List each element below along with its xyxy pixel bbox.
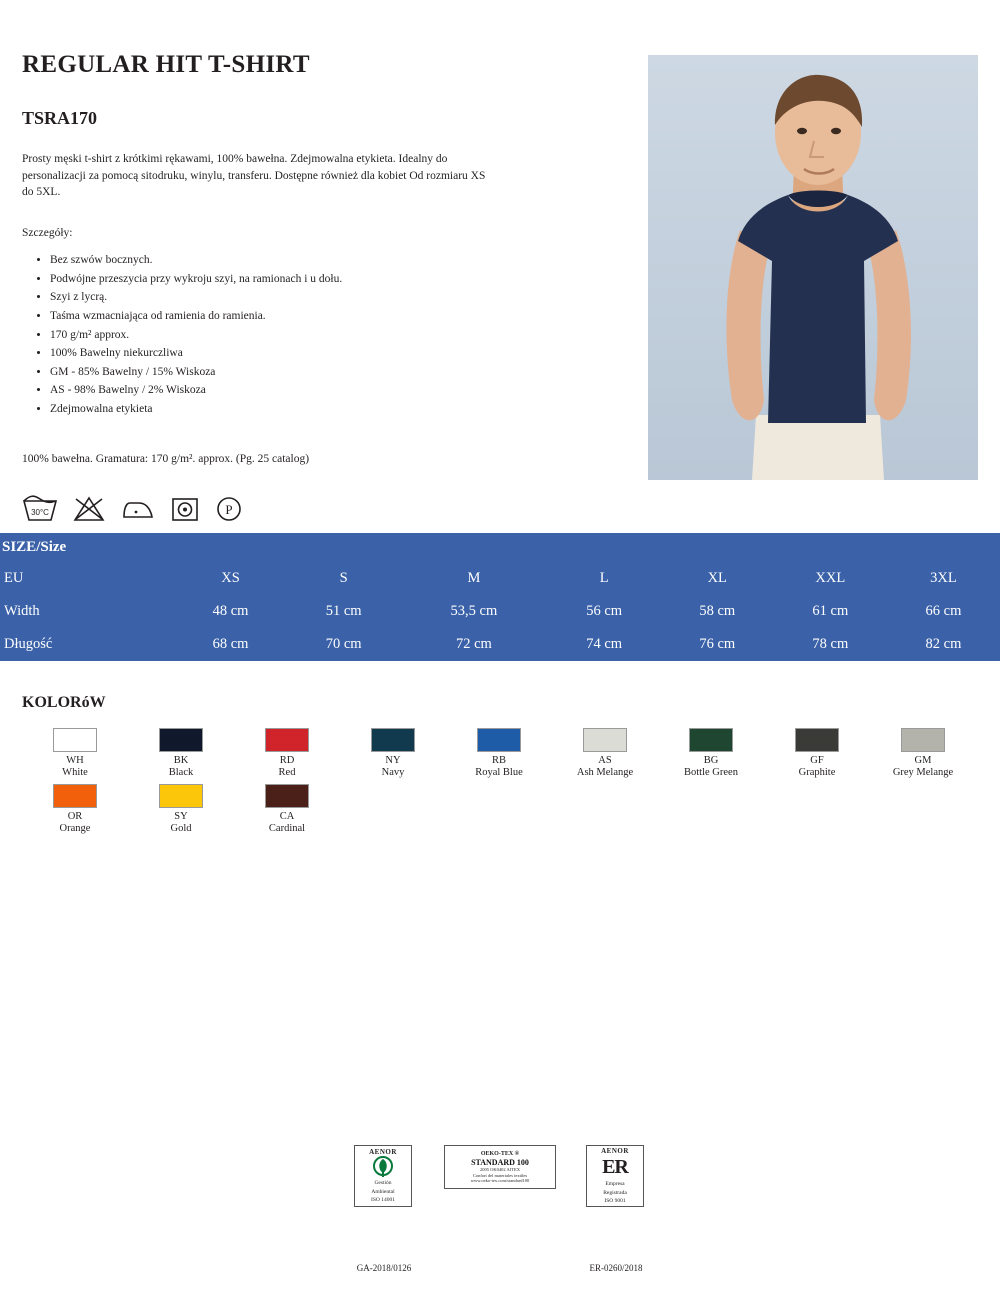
swatch-chip bbox=[159, 728, 203, 752]
iron-low-icon bbox=[120, 493, 156, 523]
colors-title: KOLORóW bbox=[22, 694, 106, 711]
table-cell: 51 cm bbox=[325, 603, 362, 619]
row-label: Width bbox=[4, 603, 40, 619]
color-swatch-bg[interactable] bbox=[658, 728, 764, 778]
list-item: • Zdejmowalna etykieta bbox=[50, 400, 502, 419]
cert-line: Registrada bbox=[603, 1189, 627, 1196]
table-cell: 72 cm bbox=[455, 636, 492, 652]
certification-row bbox=[0, 1145, 1000, 1273]
color-row-1 bbox=[22, 728, 977, 784]
professional-clean-icon bbox=[214, 493, 244, 523]
swatch-chip bbox=[477, 728, 521, 752]
table-cell: 82 cm bbox=[925, 636, 962, 652]
color-swatch-ny[interactable] bbox=[340, 728, 446, 778]
color-swatch-rb[interactable] bbox=[446, 728, 552, 778]
aenor-empresa-registrada-icon bbox=[586, 1145, 644, 1207]
column-header: XL bbox=[707, 570, 727, 586]
color-swatch-wh[interactable] bbox=[22, 728, 128, 778]
cert-title: AENOR bbox=[601, 1146, 629, 1155]
cert-line: ISO 14001 bbox=[371, 1197, 395, 1204]
color-name: Gold bbox=[170, 823, 192, 834]
swatch-chip bbox=[265, 728, 309, 752]
color-code: BK bbox=[173, 755, 189, 766]
column-header: L bbox=[599, 570, 609, 586]
table-cell: 74 cm bbox=[586, 636, 623, 652]
cert-line: Confort del materiales textiles bbox=[472, 1172, 528, 1178]
cert-aenor-environment bbox=[354, 1145, 414, 1273]
row-label: Długość bbox=[4, 636, 53, 652]
care-symbols bbox=[22, 493, 502, 523]
product-description: Prosty męski t-shirt z krótkimi rękawami, 100% bawełna. Zdejmowalna etykieta. Idealny do personalizacji za pomocą sitodruku, winylu, transferu. Dostępne również dla kobiet Od rozmiaru XS do 5XL. bbox=[22, 153, 486, 199]
list-item: • 170 g/m² approx. bbox=[50, 326, 502, 345]
list-item: • Szyi z lycrą. bbox=[50, 288, 502, 307]
color-name: Cardinal bbox=[268, 823, 306, 834]
table-cell: 56 cm bbox=[586, 603, 623, 619]
color-swatch-grid bbox=[22, 728, 977, 840]
page-title: REGULAR HIT T-SHIRT bbox=[22, 51, 310, 78]
size-table bbox=[0, 562, 1000, 661]
size-band-title: SIZE/Size bbox=[2, 539, 67, 555]
list-item: • Podwójne przeszycia przy wykroju szyi, na ramionach i u dołu. bbox=[50, 270, 502, 289]
cert-line: Ambiental bbox=[371, 1188, 395, 1195]
table-cell: 53,5 cm bbox=[450, 603, 498, 619]
table-cell: 58 cm bbox=[699, 603, 736, 619]
table-row bbox=[0, 595, 1000, 628]
cert-mark: ER bbox=[602, 1156, 628, 1179]
details-label: Szczegóły: bbox=[22, 227, 73, 240]
color-name: Grey Melange bbox=[892, 767, 954, 778]
color-code: GF bbox=[810, 755, 824, 766]
color-swatch-gm[interactable] bbox=[870, 728, 976, 778]
cert-line: Gestión bbox=[374, 1180, 392, 1187]
table-cell: 61 cm bbox=[812, 603, 849, 619]
color-name: White bbox=[62, 767, 88, 778]
color-swatch-ca[interactable] bbox=[234, 784, 340, 834]
no-bleach-icon bbox=[72, 493, 106, 523]
color-swatch-gf[interactable] bbox=[764, 728, 870, 778]
cert-oeko-tex bbox=[444, 1145, 556, 1189]
color-code: BG bbox=[703, 755, 719, 766]
swatch-chip bbox=[53, 784, 97, 808]
product-info bbox=[22, 50, 502, 567]
wash-30-icon bbox=[22, 493, 58, 523]
cert-line: 2005 OK0402 AITEX bbox=[480, 1167, 520, 1173]
table-cell: 68 cm bbox=[212, 636, 249, 652]
swatch-chip bbox=[901, 728, 945, 752]
product-code: TSRA170 bbox=[22, 108, 98, 128]
model-illustration bbox=[648, 55, 978, 480]
swatch-chip bbox=[583, 728, 627, 752]
aenor-gestion-ambiental-icon bbox=[354, 1145, 412, 1207]
cert-caption: GA-2018/0126 bbox=[356, 1263, 412, 1273]
column-header: XXL bbox=[815, 570, 846, 586]
cert-standard: STANDARD 100 bbox=[471, 1157, 529, 1167]
size-table-section bbox=[0, 533, 1000, 661]
product-photo bbox=[648, 55, 978, 480]
table-cell: 70 cm bbox=[325, 636, 362, 652]
swatch-chip bbox=[689, 728, 733, 752]
list-item: • Bez szwów bocznych. bbox=[50, 251, 502, 270]
color-swatch-as[interactable] bbox=[552, 728, 658, 778]
cert-line: ISO 9001 bbox=[604, 1198, 626, 1205]
svg-text:30°C: 30°C bbox=[31, 507, 49, 517]
table-row bbox=[0, 628, 1000, 661]
cert-title: OEKO-TEX ® bbox=[480, 1150, 520, 1157]
color-code: NY bbox=[385, 755, 401, 766]
swatch-chip bbox=[795, 728, 839, 752]
column-header: 3XL bbox=[930, 570, 957, 586]
table-cell: 66 cm bbox=[925, 603, 962, 619]
swatch-chip bbox=[159, 784, 203, 808]
color-swatch-sy[interactable] bbox=[128, 784, 234, 834]
list-item: • AS - 98% Bawelny / 2% Wiskoza bbox=[50, 381, 502, 400]
cert-line: Empresa bbox=[605, 1181, 625, 1188]
table-cell: 76 cm bbox=[699, 636, 736, 652]
color-code: GM bbox=[914, 755, 932, 766]
color-name: Black bbox=[168, 767, 194, 778]
swatch-chip bbox=[265, 784, 309, 808]
list-item: • Taśma wzmacniająca od ramienia do ramienia. bbox=[50, 307, 502, 326]
table-row bbox=[0, 562, 1000, 595]
cert-aenor-company bbox=[586, 1145, 646, 1273]
color-code: RD bbox=[279, 755, 295, 766]
color-swatch-bk[interactable] bbox=[128, 728, 234, 778]
color-name: Ash Melange bbox=[576, 767, 634, 778]
color-code: AS bbox=[598, 755, 612, 766]
list-item: • 100% Bawelny niekurczliwa bbox=[50, 344, 502, 363]
column-header: M bbox=[467, 570, 481, 586]
oeko-tex-icon bbox=[444, 1145, 556, 1189]
composition-text: 100% bawełna. Gramatura: 170 g/m². approx. (Pg. 25 catalog) bbox=[22, 452, 310, 465]
column-header: XS bbox=[221, 570, 240, 586]
color-name: Orange bbox=[59, 823, 91, 834]
table-cell: 78 cm bbox=[812, 636, 849, 652]
color-name: Bottle Green bbox=[684, 767, 738, 778]
svg-text:P: P bbox=[225, 501, 233, 517]
cert-line: www.oeko-tex.com/standard100 bbox=[470, 1178, 530, 1184]
column-header: EU bbox=[4, 570, 24, 586]
color-code: CA bbox=[279, 811, 295, 822]
cert-caption: ER-0260/2018 bbox=[589, 1263, 643, 1273]
tumble-dry-icon bbox=[170, 493, 200, 523]
swatch-chip bbox=[53, 728, 97, 752]
color-code: OR bbox=[67, 811, 83, 822]
color-name: Graphite bbox=[798, 767, 836, 778]
color-code: WH bbox=[66, 755, 84, 766]
color-code: SY bbox=[174, 811, 188, 822]
feature-list bbox=[22, 251, 502, 419]
table-cell: 48 cm bbox=[212, 603, 249, 619]
color-swatch-rd[interactable] bbox=[234, 728, 340, 778]
color-name: Royal Blue bbox=[475, 767, 523, 778]
list-item: • GM - 85% Bawelny / 15% Wiskoza bbox=[50, 363, 502, 382]
cert-title: AENOR bbox=[369, 1147, 397, 1156]
column-header: S bbox=[339, 570, 348, 586]
color-name: Navy bbox=[381, 767, 405, 778]
aenor-leaf-icon bbox=[370, 1156, 396, 1178]
color-code: RB bbox=[491, 755, 506, 766]
swatch-chip bbox=[371, 728, 415, 752]
color-name: Red bbox=[278, 767, 296, 778]
color-row-2 bbox=[22, 784, 977, 840]
color-swatch-or[interactable] bbox=[22, 784, 128, 834]
